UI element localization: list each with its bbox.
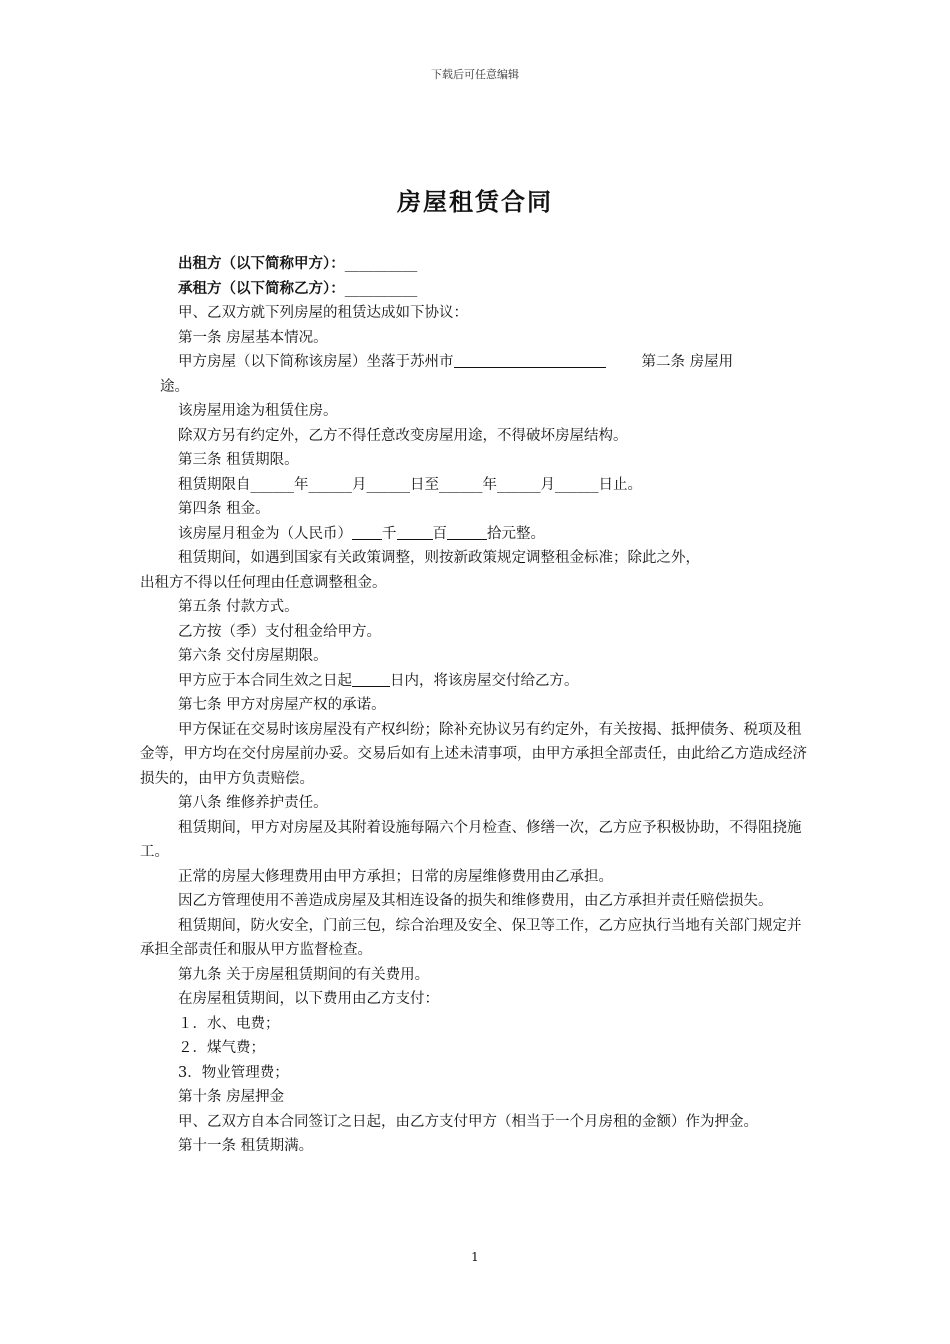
article-10-title: 第十条 房屋押金 — [178, 1089, 285, 1105]
article-8-text-2: 正常的房屋大修理费用由甲方承担；日常的房屋维修费用由乙承担。 — [178, 868, 613, 885]
header-note: 下载后可任意编辑 — [431, 68, 519, 81]
article-1-title: 第一条 房屋基本情况。 — [178, 329, 328, 346]
contract-body — [140, 252, 808, 1159]
rent-thousand: 千 — [382, 525, 397, 542]
article-8-text-4: 租赁期间，防火安全，门前三包，综合治理及安全、保卫等工作，乙方应执行当地有关部门规定并承担全部责任和服从甲方监督检查。 — [140, 917, 802, 958]
article-4-title: 第四条 租金。 — [178, 501, 270, 517]
article-9-item-1: １．水、电费； — [178, 1015, 280, 1032]
lessee-blank: __________ — [344, 280, 418, 297]
lessor-blank: __________ — [344, 256, 418, 272]
art6-prefix: 甲方应于本合同生效之日起 — [178, 672, 352, 689]
rent-thousand-blank — [352, 525, 382, 540]
delivery-days-blank — [352, 672, 390, 687]
article-8-title: 第八条 维修养护责任。 — [178, 795, 328, 811]
rent-hundred: 百 — [432, 525, 447, 542]
rent-suffix: 拾元整。 — [487, 525, 545, 542]
article-3-title: 第三条 租赁期限。 — [178, 452, 299, 468]
page-number: 1 — [471, 1250, 479, 1264]
article-5-text: 乙方按（季）支付租金给甲方。 — [178, 623, 381, 640]
article-7-title: 第七条 甲方对房屋产权的承诺。 — [178, 697, 386, 713]
article-6-title: 第六条 交付房屋期限。 — [178, 648, 328, 664]
lessee-line — [140, 277, 808, 302]
article-2-title: 第二条 房屋用 — [641, 354, 734, 370]
article-5-title: 第五条 付款方式。 — [178, 599, 299, 615]
article-2-text-2: 除双方另有约定外，乙方不得任意改变房屋用途，不得破坏房屋结构。 — [178, 427, 628, 444]
article-7-text: 甲方保证在交易时该房屋没有产权纠纷；除补充协议另有约定外，有关按揭、抵押债务、税项及租金等，甲方均在交付房屋前办妥。交易后如有上述未清事项，由甲方承担全部责任，由此给乙方造成经济损失的，由甲方负责赔偿。 — [140, 721, 807, 787]
address-blank — [454, 353, 606, 368]
document-title: 房屋租赁合同 — [397, 187, 553, 216]
article-6-text — [140, 669, 808, 694]
article-9-title: 第九条 关于房屋租赁期间的有关费用。 — [178, 966, 430, 983]
rent-ten-blank — [447, 525, 487, 540]
article-4-text-2: 租赁期间，如遇到国家有关政策调整，则按新政策规定调整租金标准；除此之外， — [178, 550, 700, 566]
article-11-title: 第十一条 租赁期满。 — [178, 1138, 314, 1154]
rent-prefix: 该房屋月租金为（人民币） — [178, 525, 352, 542]
lessor-label: 出租方（以下简称甲方）： — [178, 255, 345, 272]
art6-suffix: 日内，将该房屋交付给乙方。 — [390, 672, 579, 689]
rent-hundred-blank — [397, 525, 433, 540]
article-9-item-2: ２．煤气费； — [178, 1040, 265, 1056]
article-1-location: 甲方房屋（以下简称该房屋）坐落于苏州市 — [178, 354, 454, 370]
article-3-text: 租赁期限自______年______月______日至______年______月______日止。 — [178, 476, 642, 493]
article-2-text-1: 该房屋用途为租赁住房。 — [178, 403, 338, 419]
article-4-text-2-cont: 出租方不得以任何理由任意调整租金。 — [140, 574, 387, 591]
article-4-rent — [140, 522, 808, 547]
article-9-text: 在房屋租赁期间，以下费用由乙方支付： — [178, 991, 439, 1007]
article-2-title-cont: 途。 — [160, 378, 189, 395]
article-1-text — [140, 350, 808, 375]
article-9-item-3: 3．物业管理费； — [178, 1064, 289, 1081]
intro-paragraph: 甲、乙双方就下列房屋的租赁达成如下协议： — [178, 305, 468, 321]
article-8-text-3: 因乙方管理使用不善造成房屋及其相连设备的损失和维修费用，由乙方承担并责任赔偿损失。 — [178, 893, 773, 909]
lessor-line — [140, 252, 808, 277]
lessee-label: 承租方（以下简称乙方）： — [178, 279, 345, 297]
article-8-text-1: 租赁期间，甲方对房屋及其附着设施每隔六个月检查、修缮一次，乙方应予积极协助，不得阻挠施工。 — [140, 819, 802, 860]
article-10-text: 甲、乙双方自本合同签订之日起，由乙方支付甲方（相当于一个月房租的金额）作为押金。 — [178, 1113, 758, 1130]
